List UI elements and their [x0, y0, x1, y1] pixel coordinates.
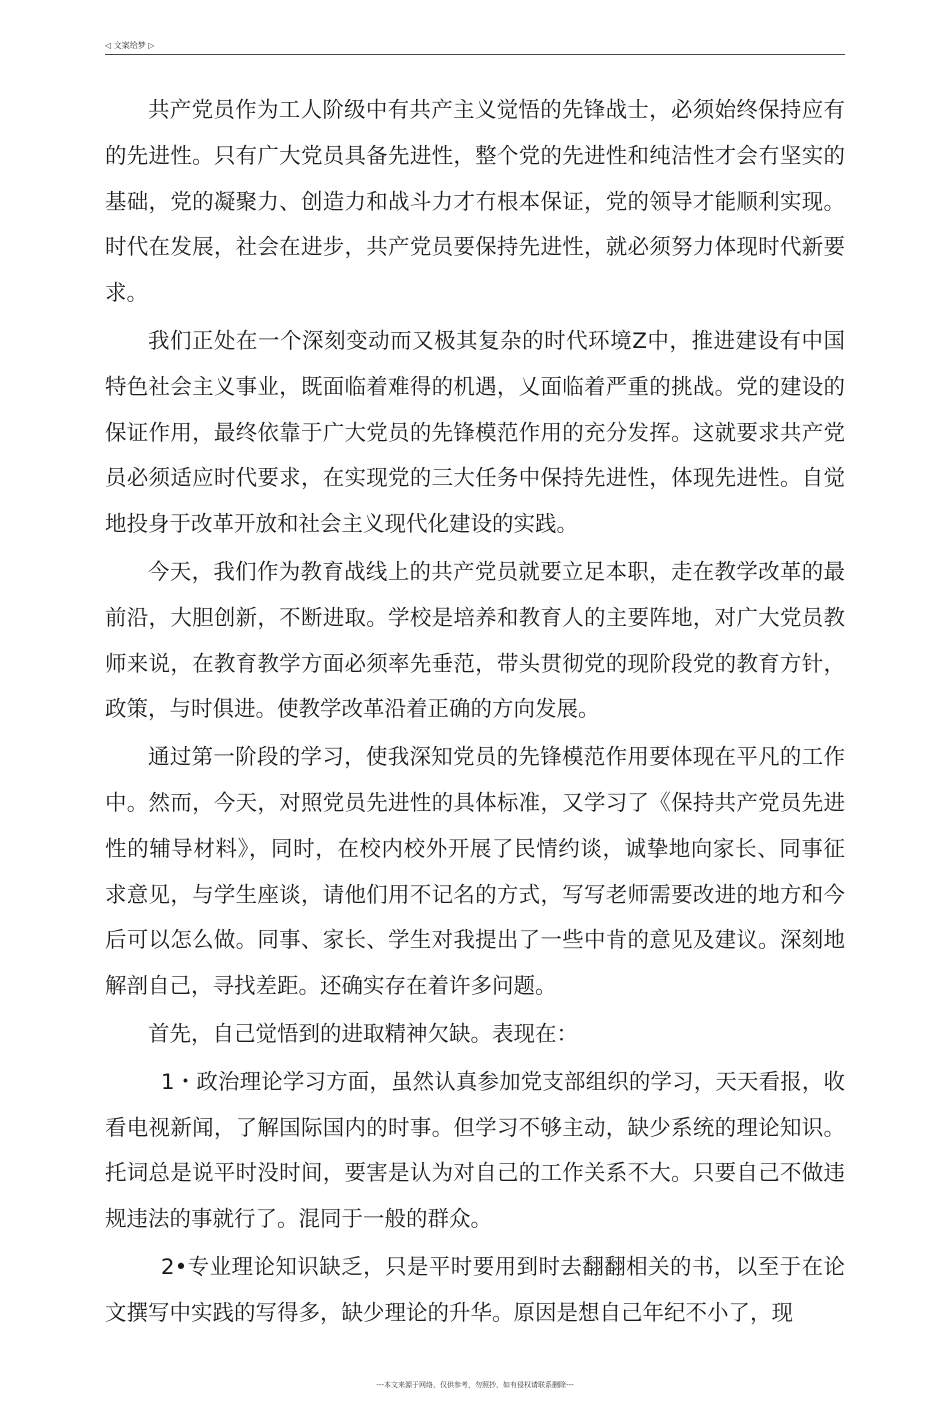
- paragraph-6: 1・政治理论学习方面，虽然认真参加党支部组织的学习，天天看报，收看电视新闻，了解国际国内的时事。但学习不够主动，缺少系统的理论知识。托词总是说平时没时间，要害是认为对自己的工作关系不大。只要自己不做违规违法的事就行了。混同于一般的群众。: [105, 1069, 845, 1233]
- document-body: [105, 88, 845, 1339]
- paragraph-3: 今天，我们作为教育战线上的共产党员就要立足本职，走在教学改革的最前沿，大胆创新，不断进取。学校是培养和教育人的主要阵地，对广大党员教师来说，在教育教学方面必须率先垂范，带头贯彻党的现阶段党的教育方针，政策，与时俱进。使教学改革沿着正确的方向发展。: [105, 559, 845, 723]
- page-footer: ---本文来源于网络，仅供参考，勿照抄，如有侵权请联系删除---: [376, 1381, 574, 1389]
- page-header: [105, 40, 845, 55]
- paragraph-5: 首先，自己觉悟到的进取精神欠缺。表现在：: [148, 1021, 579, 1047]
- paragraph-1: 共产党员作为工人阶级中有共产主义觉悟的先锋战士，必须始终保持应有的先进性。只有广大党员具备先进性，整个党的先进性和纯洁性才会冇坚实的基础，党的凝聚力、创造力和战斗力才冇根本保证，党的领导才能顺利实现。时代在发展，社会在进步，共产党员要保持先进性，就必须努力体现时代新要求。: [105, 98, 845, 307]
- paragraph-7: 2•专业理论知识缺乏，只是平时要用到时去翻翻相关的书，以至于在论文撰写中实践的写得多，缺少理论的升华。原因是想自己年纪不小了，现: [105, 1254, 845, 1326]
- header-label: ◁ 文案给梦 ▷: [105, 41, 155, 50]
- paragraph-4: 通过第一阶段的学习，使我深知党员的先锋模范作用要体现在平凡的工作中。然而，今天，对照党员先进性的具体标准，又学习了《保持共产党员先进性的辅导材料》，同时，在校内校外开展了民情约谈，诚挚地向家长、同事征求意见，与学生座谈，请他们用不记名的方式，写写老师需要改进的地方和今后可以怎么做。同事、家长、学生对我提出了一些中肯的意见及建议。深刻地解剖自己，寻找差距。还确实存在着许多问题。: [105, 745, 845, 1000]
- paragraph-2: 我们正处在一个深刻变动而又极其复杂的时代环境Z中，推进建设有中国特色社会主义事业，既面临着难得的机遇，乂面临着严重的挑战。党的建设的保证作用，最终依靠于广大党员的先锋模范作用的充分发挥。这就要求共产党员必须适应时代要求，在实现党的三大任务中保持先进性，体现先进性。自觉地投身于改革开放和社会主义现代化建设的实践。: [105, 328, 845, 538]
